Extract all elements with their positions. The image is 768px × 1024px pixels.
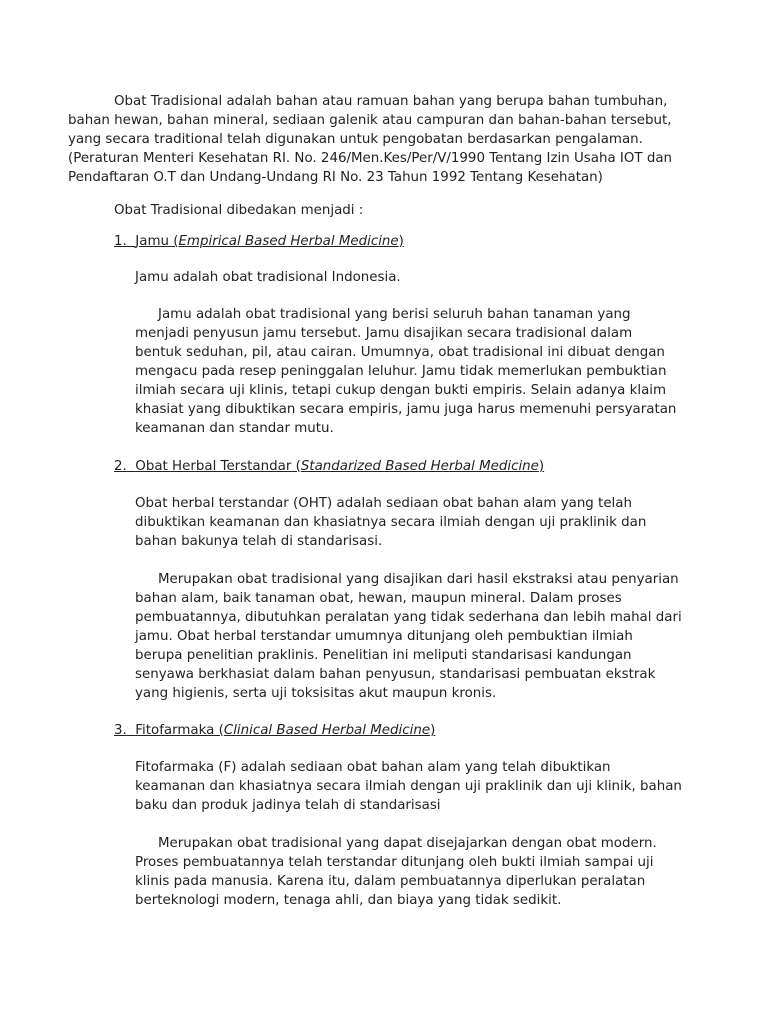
section-definition (135, 268, 401, 287)
section-definition (135, 494, 646, 551)
details-line: bentuk seduhan, pil, atau cairan. Umumnya, obat tradisional ini dibuat dengan (135, 345, 665, 360)
section-heading-fitofarmaka: 3. Fitofarmaka (Clinical Based Herbal Medicine) (114, 723, 436, 738)
details-line: Merupakan obat tradisional yang disajikan dari hasil ekstraksi atau penyarian (158, 572, 679, 587)
section-english-title: Clinical Based Herbal Medicine (223, 723, 431, 738)
section-title: Obat Herbal Terstandar (135, 459, 292, 474)
section-number: 3. (114, 723, 127, 738)
details-line: Proses pembuatannya telah terstandar ditunjang oleh bukti ilmiah sampai uji (135, 855, 654, 870)
list-intro: Obat Tradisional dibedakan menjadi : (114, 203, 364, 218)
intro-line: bahan hewan, bahan mineral, sediaan galenik atau campuran dan bahan-bahan tersebut, (68, 113, 672, 128)
details-line: mengacu pada resep peninggalan leluhur. Jamu tidak memerlukan pembuktian (135, 364, 667, 379)
details-line: keamanan dan standar mutu. (135, 421, 334, 436)
section-number: 1. (114, 234, 127, 249)
details-line: Jamu adalah obat tradisional yang berisi seluruh bahan tanaman yang (158, 307, 631, 322)
details-line: berteknologi modern, tenaga ahli, dan biaya yang tidak sedikit. (135, 893, 562, 908)
details-line: bahan alam, baik tanaman obat, hewan, maupun mineral. Dalam proses (135, 591, 622, 606)
section-heading-jamu: 1. Jamu (Empirical Based Herbal Medicine) (114, 234, 404, 249)
details-line: menjadi penyusun jamu tersebut. Jamu disajikan secara tradisional dalam (135, 326, 633, 341)
section-number: 2. (114, 459, 127, 474)
definition-line: Fitofarmaka (F) adalah sediaan obat bahan alam yang telah dibuktikan (135, 760, 611, 775)
definition-line: Jamu adalah obat tradisional Indonesia. (135, 270, 401, 285)
details-line: pembuatannya, dibutuhkan peralatan yang tidak sederhana dan lebih mahal dari (135, 610, 682, 625)
definition-line: baku dan produk jadinya telah di standarisasi (135, 798, 441, 813)
intro-line: yang secara traditional telah digunakan untuk pengobatan berdasarkan pengalaman. (68, 132, 643, 147)
intro-line: Pendaftaran O.T dan Undang-Undang RI No. 23 Tahun 1992 Tentang Kesehatan) (68, 170, 603, 185)
section-english-title: Standarized Based Herbal Medicine (300, 459, 539, 474)
section-details (135, 305, 676, 438)
details-line: klinis pada manusia. Karena itu, dalam pembuatannya diperlukan peralatan (135, 874, 646, 889)
section-english-title: Empirical Based Herbal Medicine (178, 234, 399, 249)
details-line: berupa penelitian praklinis. Penelitian ini meliputi standarisasi kandungan (135, 648, 632, 663)
details-line: ilmiah secara uji klinis, tetapi cukup dengan bukti empiris. Selain adanya klaim (135, 383, 667, 398)
intro-paragraph (68, 92, 672, 187)
details-line: Merupakan obat tradisional yang dapat disejajarkan dengan obat modern. (158, 836, 657, 851)
section-definition (135, 758, 682, 815)
definition-line: keamanan dan khasiatnya secara ilmiah dengan uji praklinik dan uji klinik, bahan (135, 779, 682, 794)
section-title: Jamu (135, 234, 169, 249)
definition-line: Obat herbal terstandar (OHT) adalah sediaan obat bahan alam yang telah (135, 496, 632, 511)
intro-line: (Peraturan Menteri Kesehatan RI. No. 246/Men.Kes/Per/V/1990 Tentang Izin Usaha IOT dan (68, 151, 673, 166)
details-line: yang higienis, serta uji toksisitas akut maupun kronis. (135, 686, 497, 701)
details-line: khasiat yang dibuktikan secara empiris, jamu juga harus memenuhi persyaratan (135, 402, 677, 417)
section-heading-oht: 2. Obat Herbal Terstandar (Standarized Based Herbal Medicine) (114, 459, 545, 474)
details-line: jamu. Obat herbal terstandar umumnya ditunjang oleh pembuktian ilmiah (135, 629, 633, 644)
section-details (135, 834, 657, 910)
details-line: senyawa berkhasiat dalam bahan penyusun, standarisasi pembuatan ekstrak (135, 667, 656, 682)
section-details (135, 570, 682, 703)
definition-line: bahan bakunya telah di standarisasi. (135, 534, 383, 549)
intro-line: Obat Tradisional adalah bahan atau ramuan bahan yang berupa bahan tumbuhan, (114, 94, 668, 109)
section-title: Fitofarmaka (135, 723, 215, 738)
definition-line: dibuktikan keamanan dan khasiatnya secara ilmiah dengan uji praklinik dan (135, 515, 647, 530)
